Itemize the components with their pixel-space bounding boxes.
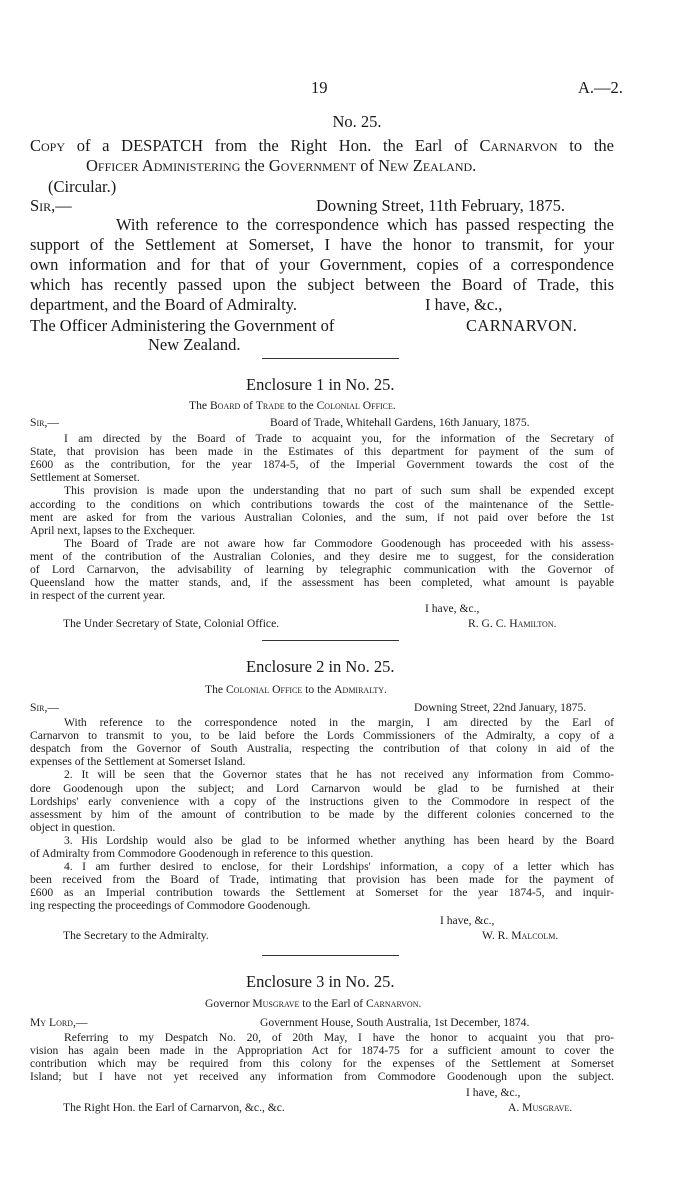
paragraph-line: of Admiralty from Commodore Goodenough in reference to this question. <box>30 847 374 860</box>
despatch-place-date: Downing Street, 11th February, 1875. <box>316 196 565 215</box>
enclosure1-subheading <box>189 399 396 413</box>
title-part: Government <box>268 156 357 175</box>
subheading-part: . <box>384 683 387 696</box>
despatch-number: No. 25. <box>332 112 382 131</box>
enclosure1-salutation: Sir,— <box>30 416 59 429</box>
paragraph-line: State, that provision has been made in the Estimates of this department for payment of the sum of <box>30 445 614 459</box>
title-part: to the <box>557 136 614 155</box>
section-divider <box>262 358 399 359</box>
enclosure1-heading: Enclosure 1 in No. 25. <box>246 375 395 394</box>
subheading-part: Governor <box>205 997 253 1010</box>
enclosure3-subheading <box>205 997 421 1011</box>
paragraph-line: Carnarvon to transmit to you, to be laid before the Lords Commissioners of the Admiralty, a copy of a <box>30 729 614 743</box>
paragraph-line: Lordships' early convenience with a copy of the instructions given to the Commodore in respect of the <box>30 794 614 808</box>
despatch-body-line: With reference to the correspondence which has passed respecting the <box>116 215 614 234</box>
paragraph-line: according to the conditions on which contributions towards the cost of the maintenance of the Settle- <box>30 497 614 511</box>
enclosure1-signature <box>468 617 557 631</box>
despatch-addressee: New Zealand. <box>148 335 241 354</box>
paragraph-line: £600 as the contribution, for the year 1874-5, of the Imperial Government towards the cost of the <box>30 458 614 472</box>
subheading-part: to the Earl of <box>299 997 367 1010</box>
paragraph-line: dore Goodenough upon the subject; and Lord Carnarvon would be glad to be furnished at their <box>30 781 614 795</box>
circular-label: (Circular.) <box>48 177 117 196</box>
enclosure2-place-date: Downing Street, 22nd January, 1875. <box>414 701 587 714</box>
paragraph-line: April next, lapses to the Exchequer. <box>30 523 196 537</box>
signature-part: Hamilton <box>509 617 554 630</box>
paragraph-line: The Board of Trade are not aware how far Commodore Goodenough has proceeded with his assess- <box>64 536 614 550</box>
subheading-part: Board <box>209 399 241 412</box>
despatch-body-line: own information and for that of your Government, copies of a correspondence <box>30 255 614 274</box>
enclosure2-closing: I have, &c., <box>440 914 495 927</box>
signature-part: W. R. <box>482 929 512 942</box>
signature-part: . <box>553 617 557 630</box>
page-number: 19 <box>311 78 328 97</box>
title-part: Carnarvon <box>479 136 558 155</box>
enclosure2-heading: Enclosure 2 in No. 25. <box>246 657 395 676</box>
enclosure3-closing: I have, &c., <box>466 1086 521 1099</box>
subheading-part: to the <box>284 399 317 412</box>
despatch-body-line: which has recently passed upon the subject between the Board of Trade, this <box>30 275 614 294</box>
despatch-title-line1 <box>30 136 614 155</box>
paragraph-line: ing respecting the proceedings of Commodore Goodenough. <box>30 899 311 913</box>
title-part: New Zealand <box>378 156 473 175</box>
subheading-part: . <box>418 997 422 1010</box>
subheading-part: Colonial Office <box>316 399 393 412</box>
signature-part: . <box>555 929 559 942</box>
paragraph-line: assessment by him of the amount of contribution to be made by the different colonies concerned to the <box>30 807 614 821</box>
signature-part: R. G. C. <box>468 617 510 630</box>
despatch-closing: I have, &c., <box>425 295 503 314</box>
paragraph-line: despatch from the Governor of South Australia, respecting the contribution of that colony in aid of the <box>30 742 614 756</box>
paragraph-line: Island; but I have not yet received any information from Commodore Goodenough upon the subject. <box>30 1070 614 1084</box>
section-divider <box>262 955 399 956</box>
signature-part: . <box>569 1101 573 1114</box>
subheading-part: The <box>189 399 210 412</box>
paragraph-line: Referring to my Despatch No. 20, of 20th May, I have the honor to acquaint you that pro- <box>64 1031 614 1044</box>
paragraph-line: 4. I am further desired to enclose, for their Lordships' information, a copy of a letter which has <box>64 860 614 874</box>
paragraph-line: With reference to the correspondence noted in the margin, I am directed by the Earl of <box>64 716 614 729</box>
subheading-part: Admiralty <box>334 683 385 696</box>
subheading-part: Carnarvon <box>366 997 419 1010</box>
paragraph-line: ment of the contribution of the Australian Colonies, and they desire me to suggest, for the consideration <box>30 549 614 563</box>
paragraph-line: Queensland how the matter stands, and, if the assessment has been completed, what amount is payable <box>30 576 614 590</box>
paragraph-line: Settlement at Somerset. <box>30 471 140 485</box>
paragraph-line: object in question. <box>30 820 116 834</box>
subheading-part: to the <box>302 683 335 696</box>
enclosure2-signature <box>482 929 558 943</box>
paragraph-line: expenses of the Settlement at Somerset Island. <box>30 755 246 769</box>
enclosure1-addressee: The Under Secretary of State, Colonial Office. <box>63 617 280 630</box>
paragraph-line: vision has again been made in the Appropriation Act for 1874-75 for a sufficient amount to cover the <box>30 1044 614 1058</box>
section-divider <box>262 640 399 641</box>
signature-part: A. <box>508 1101 523 1114</box>
title-part: of a DESPATCH from the Right Hon. the Earl of <box>65 136 480 155</box>
paragraph-line: been received from the Board of Trade, intimating that provision has been made for the payment of <box>30 873 614 887</box>
subheading-part: . <box>392 399 396 412</box>
enclosure2-addressee: The Secretary to the Admiralty. <box>63 929 209 942</box>
despatch-signature: CARNARVON. <box>466 316 578 335</box>
subheading-part: The <box>205 683 226 696</box>
enclosure1-closing: I have, &c., <box>425 602 480 615</box>
enclosure3-heading: Enclosure 3 in No. 25. <box>246 972 395 991</box>
paragraph-line: contribution which may be required from this colony for the expenses of the Settlement at Somerset <box>30 1057 614 1071</box>
despatch-addressee: The Officer Administering the Government of <box>30 316 335 335</box>
paragraph-line: This provision is made upon the understanding that no part of such sum shall be expended except <box>64 484 614 498</box>
subheading-part: Colonial Office <box>225 683 303 696</box>
enclosure1-place-date: Board of Trade, Whitehall Gardens, 16th January, 1875. <box>270 416 530 429</box>
paragraph-line: I am directed by the Board of Trade to acquaint you, for the information of the Secretary of <box>64 432 614 445</box>
title-part: the <box>240 156 269 175</box>
paragraph-line: £600 as an Imperial contribution towards the Settlement at Somerset for the year 1874-5, and inquir- <box>30 886 614 900</box>
enclosure3-place-date: Government House, South Australia, 1st December, 1874. <box>260 1016 530 1029</box>
despatch-title-line2 <box>86 156 476 175</box>
paragraph-line: 2. It will be seen that the Governor states that he has not received any information from Commo- <box>64 768 614 782</box>
paragraph-line: in respect of the current year. <box>30 589 166 603</box>
paragraph-line: ment are asked for from the various Australian Colonies, and the sum, if not paid over before the 1st <box>30 510 614 524</box>
title-part: Copy <box>30 136 66 155</box>
enclosure3-addressee: The Right Hon. the Earl of Carnarvon, &c., &c. <box>63 1101 285 1114</box>
despatch-body-line: department, and the Board of Admiralty. <box>30 295 297 314</box>
paragraph-line: 3. His Lordship would also be glad to be informed whether anything has been heard by the Board <box>64 833 614 847</box>
title-part: . <box>472 156 477 175</box>
subheading-part: Musgrave <box>252 997 300 1010</box>
despatch-salutation: Sir,— <box>30 196 72 215</box>
enclosure2-subheading <box>205 683 387 697</box>
subheading-part: Trade <box>255 399 285 412</box>
signature-part: Musgrave <box>522 1101 570 1114</box>
title-part: of <box>356 156 379 175</box>
document-reference: A.—2. <box>578 78 623 97</box>
paragraph-line: of Lord Carnarvon, the advisability of learning by telegraphic communication with the Governor of <box>30 563 614 576</box>
enclosure2-salutation: Sir,— <box>30 701 59 714</box>
enclosure3-signature <box>508 1101 572 1115</box>
signature-part: Malcolm <box>511 929 556 942</box>
title-part: Officer Administering <box>86 156 241 175</box>
despatch-body-line: support of the Settlement at Somerset, I have the honor to transmit, for your <box>30 235 614 254</box>
enclosure3-salutation: My Lord,— <box>30 1016 88 1029</box>
subheading-part: of <box>240 399 256 412</box>
